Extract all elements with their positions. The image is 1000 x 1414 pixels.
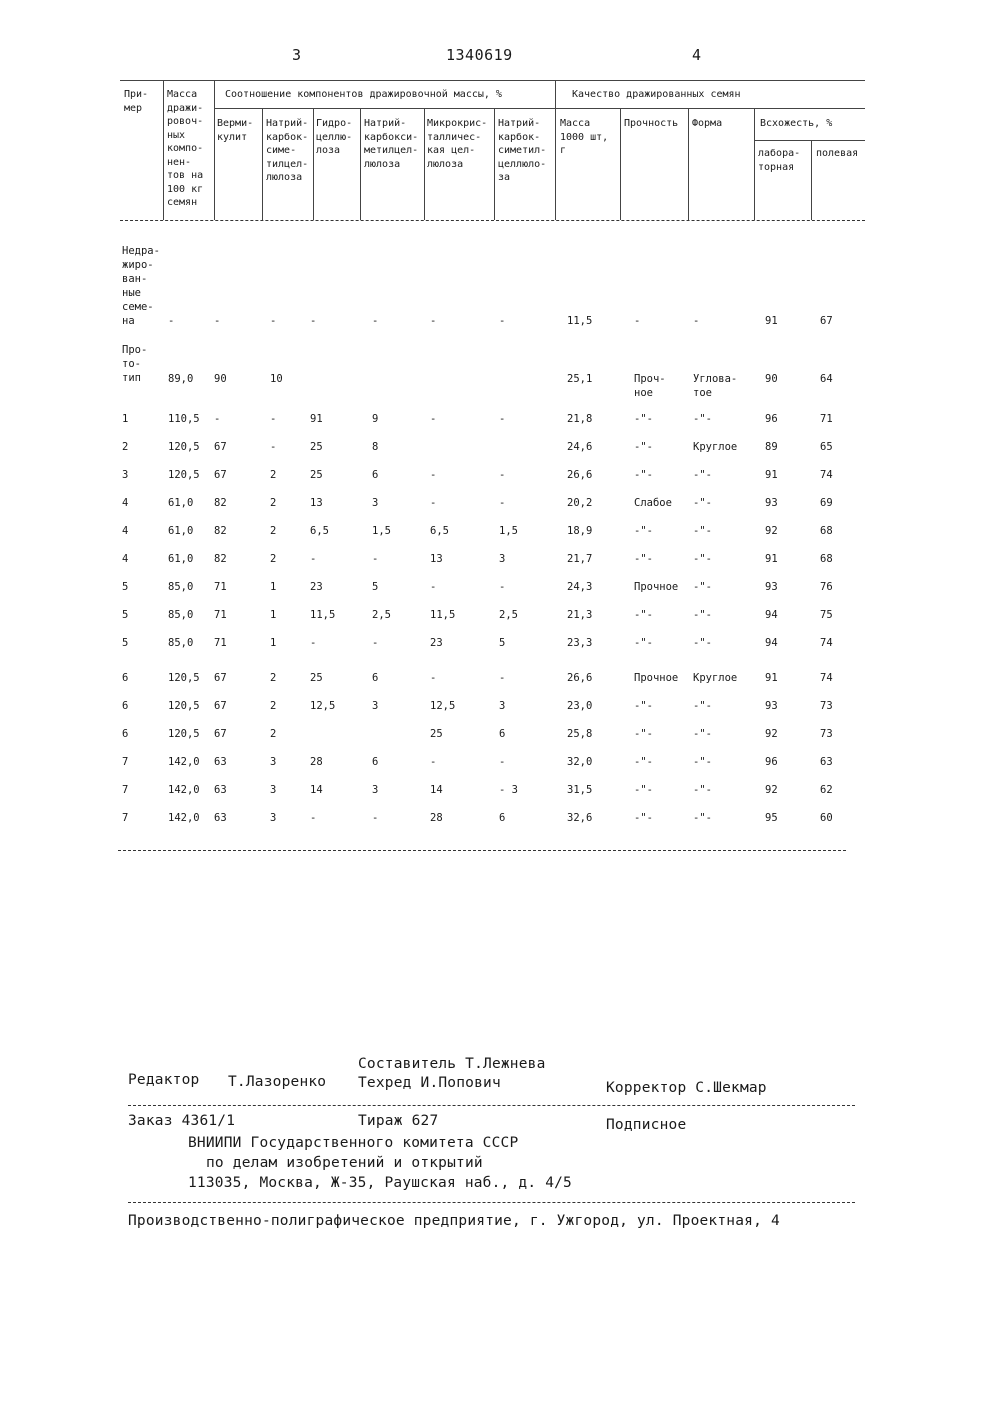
cell-na-cmc: 3 (270, 812, 277, 824)
col-header-na-cmc: Натрий- карбок- симе- тилцел- люлоза (266, 118, 309, 183)
cell-na-carboxymethyl: 6 (372, 469, 379, 481)
cell-hydrocellulose: 25 (310, 469, 323, 481)
cell-microcrystalline: - (430, 756, 437, 768)
cell-field-germination: 62 (820, 784, 833, 796)
cell-strength: -"- (634, 469, 653, 481)
cell-lab-germination: 92 (765, 784, 778, 796)
cell-na-carboxymethyl: 8 (372, 441, 379, 453)
cell-na-carboxymethyl: - (372, 553, 379, 565)
cell-field-germination: 64 (820, 373, 833, 385)
techred: Техред И.Попович (358, 1075, 501, 1091)
cell-example: Недра- жиро- ван- ные семе- на (122, 245, 160, 327)
cell-na-cmc: 1 (270, 609, 277, 621)
corrector: Корректор С.Шекмар (606, 1080, 767, 1096)
cell-mass-1000: 31,5 (567, 784, 593, 796)
col-header-hydrocellulose: Гидро- целлю- лоза (316, 118, 353, 156)
cell-coating-mass: 120,5 (168, 441, 200, 453)
cell-microcrystalline: 14 (430, 784, 443, 796)
cell-na-carboxymethyl: 5 (372, 581, 379, 593)
col-divider (811, 140, 812, 220)
cell-mass-1000: 21,3 (567, 609, 593, 621)
cell-na-carboxymethyl: 9 (372, 413, 379, 425)
cell-shape: -"- (693, 609, 712, 621)
group-header-ratio: Соотношение компонентов дражировочной массы, % (225, 89, 502, 100)
cell-shape: -"- (693, 756, 712, 768)
group-header-quality: Качество дражированных семян (572, 89, 741, 100)
col-header-na-cmc-2: Натрий- карбок- симетил- целлюло- за (498, 118, 547, 183)
cell-na-carboxymethyl: 6 (372, 756, 379, 768)
cell-hydrocellulose: 14 (310, 784, 323, 796)
cell-shape: Круглое (693, 441, 738, 453)
col-header-lab: лабора- торная (758, 148, 801, 173)
cell-example: 6 (122, 672, 129, 684)
cell-coating-mass: 120,5 (168, 469, 200, 481)
cell-mass-1000: 24,6 (567, 441, 593, 453)
cell-na-cmc-2: 3 (499, 700, 506, 712)
col-header-microcrystalline: Микрокрис- талличес- кая цел- люлоза (427, 118, 488, 170)
cell-strength: -"- (634, 413, 653, 425)
cell-mass-1000: 21,7 (567, 553, 593, 565)
cell-hydrocellulose: 25 (310, 441, 323, 453)
cell-hydrocellulose: 23 (310, 581, 323, 593)
cell-coating-mass: 120,5 (168, 672, 200, 684)
cell-vermiculite: 63 (214, 756, 227, 768)
cell-field-germination: 74 (820, 637, 833, 649)
cell-lab-germination: 91 (765, 315, 778, 327)
cell-microcrystalline: 11,5 (430, 609, 456, 621)
cell-lab-germination: 93 (765, 700, 778, 712)
cell-field-germination: 76 (820, 581, 833, 593)
cell-na-cmc: - (270, 413, 277, 425)
cell-lab-germination: 92 (765, 728, 778, 740)
cell-na-cmc: 2 (270, 553, 277, 565)
cell-mass-1000: 25,8 (567, 728, 593, 740)
cell-na-cmc: 10 (270, 373, 283, 385)
cell-microcrystalline: - (430, 672, 437, 684)
cell-strength: -"- (634, 812, 653, 824)
cell-strength: -"- (634, 728, 653, 740)
cell-vermiculite: 82 (214, 497, 227, 509)
cell-na-cmc: 3 (270, 756, 277, 768)
cell-na-cmc-2: 6 (499, 812, 506, 824)
cell-mass-1000: 18,9 (567, 525, 593, 537)
cell-strength: -"- (634, 525, 653, 537)
cell-field-germination: 74 (820, 672, 833, 684)
cell-hydrocellulose: 6,5 (310, 525, 329, 537)
header-bottom-rule (120, 220, 865, 221)
cell-shape: -"- (693, 637, 712, 649)
cell-microcrystalline: - (430, 315, 437, 327)
col-header-example: При- мер (124, 89, 149, 114)
cell-hydrocellulose: 28 (310, 756, 323, 768)
cell-example: 5 (122, 581, 129, 593)
cell-mass-1000: 26,6 (567, 672, 593, 684)
cell-hydrocellulose: - (310, 553, 317, 565)
cell-na-cmc-2: - 3 (499, 784, 518, 796)
col-divider (163, 80, 164, 220)
cell-field-germination: 73 (820, 700, 833, 712)
col-divider (555, 80, 556, 220)
cell-na-cmc-2: - (499, 756, 506, 768)
cell-field-germination: 68 (820, 553, 833, 565)
col-header-vermiculite: Верми- кулит (217, 118, 254, 143)
cell-mass-1000: 26,6 (567, 469, 593, 481)
cell-strength: - (634, 315, 641, 327)
cell-strength: -"- (634, 609, 653, 621)
col-divider (262, 108, 263, 220)
col-header-na-carboxymethyl: Натрий- карбокси- метилцел- люлоза (364, 118, 419, 170)
cell-coating-mass: 110,5 (168, 413, 200, 425)
cell-shape: -"- (693, 581, 712, 593)
col-header-mass-1000: Масса 1000 шт, г (560, 118, 609, 156)
cell-microcrystalline: 6,5 (430, 525, 449, 537)
cell-na-carboxymethyl: 3 (372, 784, 379, 796)
cell-coating-mass: 120,5 (168, 728, 200, 740)
cell-strength: -"- (634, 756, 653, 768)
cell-hydrocellulose: - (310, 315, 317, 327)
cell-na-cmc: - (270, 315, 277, 327)
cell-na-cmc-2: - (499, 413, 506, 425)
page-number-left: 3 (292, 46, 302, 64)
cell-na-cmc-2: - (499, 469, 506, 481)
cell-microcrystalline: - (430, 497, 437, 509)
cell-hydrocellulose: 11,5 (310, 609, 336, 621)
cell-lab-germination: 91 (765, 672, 778, 684)
cell-vermiculite: - (214, 315, 221, 327)
editor-name: Т.Лазоренко (228, 1074, 327, 1090)
cell-coating-mass: 120,5 (168, 700, 200, 712)
imprint-rule (128, 1105, 855, 1106)
cell-na-cmc: 3 (270, 784, 277, 796)
cell-shape: -"- (693, 413, 712, 425)
cell-hydrocellulose: 13 (310, 497, 323, 509)
org-line-2: по делам изобретений и открытий (206, 1155, 483, 1171)
cell-shape: -"- (693, 497, 712, 509)
org-line-3: 113035, Москва, Ж-35, Раушская наб., д. 4/5 (188, 1175, 572, 1191)
cell-lab-germination: 93 (765, 581, 778, 593)
cell-mass-1000: 24,3 (567, 581, 593, 593)
cell-vermiculite: 90 (214, 373, 227, 385)
cell-coating-mass: 142,0 (168, 756, 200, 768)
cell-na-cmc-2: - (499, 581, 506, 593)
cell-na-carboxymethyl: - (372, 637, 379, 649)
cell-mass-1000: 21,8 (567, 413, 593, 425)
col-divider (313, 108, 314, 220)
cell-vermiculite: 67 (214, 728, 227, 740)
cell-coating-mass: - (168, 315, 175, 327)
editor-label: Редактор (128, 1072, 200, 1088)
cell-microcrystalline: 12,5 (430, 700, 456, 712)
cell-strength: -"- (634, 637, 653, 649)
cell-vermiculite: 71 (214, 609, 227, 621)
cell-lab-germination: 94 (765, 609, 778, 621)
cell-field-germination: 71 (820, 413, 833, 425)
cell-na-cmc-2: 3 (499, 553, 506, 565)
cell-na-carboxymethyl: 6 (372, 672, 379, 684)
cell-na-cmc: 2 (270, 700, 277, 712)
cell-vermiculite: 82 (214, 553, 227, 565)
cell-vermiculite: 63 (214, 784, 227, 796)
cell-example: 5 (122, 609, 129, 621)
cell-na-carboxymethyl: 1,5 (372, 525, 391, 537)
cell-field-germination: 68 (820, 525, 833, 537)
cell-vermiculite: 67 (214, 441, 227, 453)
cell-lab-germination: 96 (765, 756, 778, 768)
cell-na-cmc: 2 (270, 469, 277, 481)
cell-na-cmc: 2 (270, 728, 277, 740)
cell-lab-germination: 93 (765, 497, 778, 509)
cell-example: 7 (122, 784, 129, 796)
cell-example: 7 (122, 756, 129, 768)
cell-vermiculite: 71 (214, 581, 227, 593)
cell-shape: - (693, 315, 700, 327)
cell-strength: Прочное (634, 672, 679, 684)
cell-field-germination: 73 (820, 728, 833, 740)
cell-shape: -"- (693, 469, 712, 481)
cell-mass-1000: 25,1 (567, 373, 593, 385)
cell-field-germination: 63 (820, 756, 833, 768)
cell-microcrystalline: 25 (430, 728, 443, 740)
cell-field-germination: 65 (820, 441, 833, 453)
cell-strength: -"- (634, 553, 653, 565)
cell-microcrystalline: 23 (430, 637, 443, 649)
table-top-rule (120, 80, 865, 81)
cell-vermiculite: 63 (214, 812, 227, 824)
circulation: Тираж 627 (358, 1113, 439, 1129)
cell-strength: Проч- ное (634, 373, 666, 399)
cell-hydrocellulose: 25 (310, 672, 323, 684)
cell-strength: -"- (634, 700, 653, 712)
cell-coating-mass: 89,0 (168, 373, 194, 385)
cell-vermiculite: 67 (214, 469, 227, 481)
cell-coating-mass: 61,0 (168, 497, 194, 509)
cell-microcrystalline: - (430, 413, 437, 425)
cell-na-carboxymethyl: - (372, 315, 379, 327)
cell-field-germination: 74 (820, 469, 833, 481)
cell-field-germination: 60 (820, 812, 833, 824)
cell-vermiculite: 67 (214, 672, 227, 684)
cell-coating-mass: 61,0 (168, 525, 194, 537)
cell-na-carboxymethyl: 2,5 (372, 609, 391, 621)
cell-vermiculite: - (214, 413, 221, 425)
cell-na-cmc: 2 (270, 497, 277, 509)
col-divider (214, 80, 215, 220)
col-divider (360, 108, 361, 220)
cell-mass-1000: 32,6 (567, 812, 593, 824)
cell-example: 4 (122, 497, 129, 509)
group-rule (754, 140, 865, 141)
col-divider (688, 108, 689, 220)
cell-na-cmc-2: 5 (499, 637, 506, 649)
cell-shape: -"- (693, 812, 712, 824)
cell-shape: -"- (693, 525, 712, 537)
group-header-germination: Всхожесть, % (760, 118, 833, 129)
cell-hydrocellulose: 12,5 (310, 700, 336, 712)
cell-coating-mass: 85,0 (168, 637, 194, 649)
cell-na-cmc: 2 (270, 672, 277, 684)
cell-strength: -"- (634, 441, 653, 453)
cell-vermiculite: 82 (214, 525, 227, 537)
cell-microcrystalline: - (430, 469, 437, 481)
cell-microcrystalline: - (430, 581, 437, 593)
cell-strength: -"- (634, 784, 653, 796)
cell-hydrocellulose: - (310, 812, 317, 824)
cell-field-germination: 69 (820, 497, 833, 509)
cell-na-cmc-2: - (499, 672, 506, 684)
cell-coating-mass: 142,0 (168, 784, 200, 796)
subscription: Подписное (606, 1117, 687, 1133)
cell-example: 6 (122, 700, 129, 712)
cell-coating-mass: 61,0 (168, 553, 194, 565)
cell-example: 5 (122, 637, 129, 649)
cell-shape: -"- (693, 784, 712, 796)
cell-mass-1000: 20,2 (567, 497, 593, 509)
cell-na-cmc: 1 (270, 637, 277, 649)
page-number-right: 4 (692, 46, 702, 64)
cell-shape: Круглое (693, 672, 738, 684)
col-header-coating-mass: Масса дражи- ровоч- ных компо- нен- тов на 100 кг семян (167, 89, 204, 208)
cell-mass-1000: 23,0 (567, 700, 593, 712)
group-rule (555, 108, 865, 109)
col-divider (494, 108, 495, 220)
col-header-shape: Форма (692, 118, 723, 129)
col-divider (424, 108, 425, 220)
cell-na-cmc: 2 (270, 525, 277, 537)
cell-shape: -"- (693, 728, 712, 740)
cell-lab-germination: 90 (765, 373, 778, 385)
col-header-field: полевая (816, 148, 859, 159)
col-divider (754, 108, 755, 220)
cell-microcrystalline: 13 (430, 553, 443, 565)
order-number: Заказ 4361/1 (128, 1113, 236, 1129)
cell-lab-germination: 96 (765, 413, 778, 425)
cell-na-cmc-2: - (499, 315, 506, 327)
org-line-1: ВНИИПИ Государственного комитета СССР (188, 1135, 519, 1151)
cell-lab-germination: 89 (765, 441, 778, 453)
cell-coating-mass: 142,0 (168, 812, 200, 824)
col-divider (620, 108, 621, 220)
cell-example: 4 (122, 553, 129, 565)
cell-lab-germination: 92 (765, 525, 778, 537)
cell-na-cmc-2: 1,5 (499, 525, 518, 537)
cell-example: 1 (122, 413, 129, 425)
cell-coating-mass: 85,0 (168, 581, 194, 593)
cell-microcrystalline: 28 (430, 812, 443, 824)
cell-lab-germination: 95 (765, 812, 778, 824)
cell-na-cmc-2: 6 (499, 728, 506, 740)
cell-na-carboxymethyl: 3 (372, 497, 379, 509)
cell-na-carboxymethyl: - (372, 812, 379, 824)
cell-field-germination: 75 (820, 609, 833, 621)
cell-example: Про- то- тип (122, 344, 148, 384)
col-header-strength: Прочность (624, 118, 679, 129)
cell-shape: Углова- тое (693, 373, 738, 399)
cell-na-cmc: - (270, 441, 277, 453)
cell-hydrocellulose: - (310, 637, 317, 649)
cell-shape: -"- (693, 700, 712, 712)
cell-lab-germination: 91 (765, 553, 778, 565)
table-bottom-rule (118, 850, 846, 851)
cell-vermiculite: 67 (214, 700, 227, 712)
cell-na-cmc: 1 (270, 581, 277, 593)
cell-strength: Прочное (634, 581, 679, 593)
cell-mass-1000: 32,0 (567, 756, 593, 768)
cell-mass-1000: 23,3 (567, 637, 593, 649)
cell-lab-germination: 91 (765, 469, 778, 481)
cell-example: 3 (122, 469, 129, 481)
cell-mass-1000: 11,5 (567, 315, 593, 327)
cell-field-germination: 67 (820, 315, 833, 327)
cell-na-carboxymethyl: 3 (372, 700, 379, 712)
cell-shape: -"- (693, 553, 712, 565)
cell-na-cmc-2: - (499, 497, 506, 509)
cell-example: 6 (122, 728, 129, 740)
patent-number: 1340619 (446, 46, 513, 64)
cell-strength: Слабое (634, 497, 672, 509)
cell-na-cmc-2: 2,5 (499, 609, 518, 621)
cell-example: 7 (122, 812, 129, 824)
cell-vermiculite: 71 (214, 637, 227, 649)
cell-lab-germination: 94 (765, 637, 778, 649)
cell-example: 4 (122, 525, 129, 537)
group-rule (214, 108, 555, 109)
cell-coating-mass: 85,0 (168, 609, 194, 621)
printer: Производственно-полиграфическое предприятие, г. Ужгород, ул. Проектная, 4 (128, 1213, 780, 1229)
cell-hydrocellulose: 91 (310, 413, 323, 425)
cell-example: 2 (122, 441, 129, 453)
imprint-rule (128, 1202, 855, 1203)
compiler: Составитель Т.Лежнева (358, 1056, 546, 1072)
